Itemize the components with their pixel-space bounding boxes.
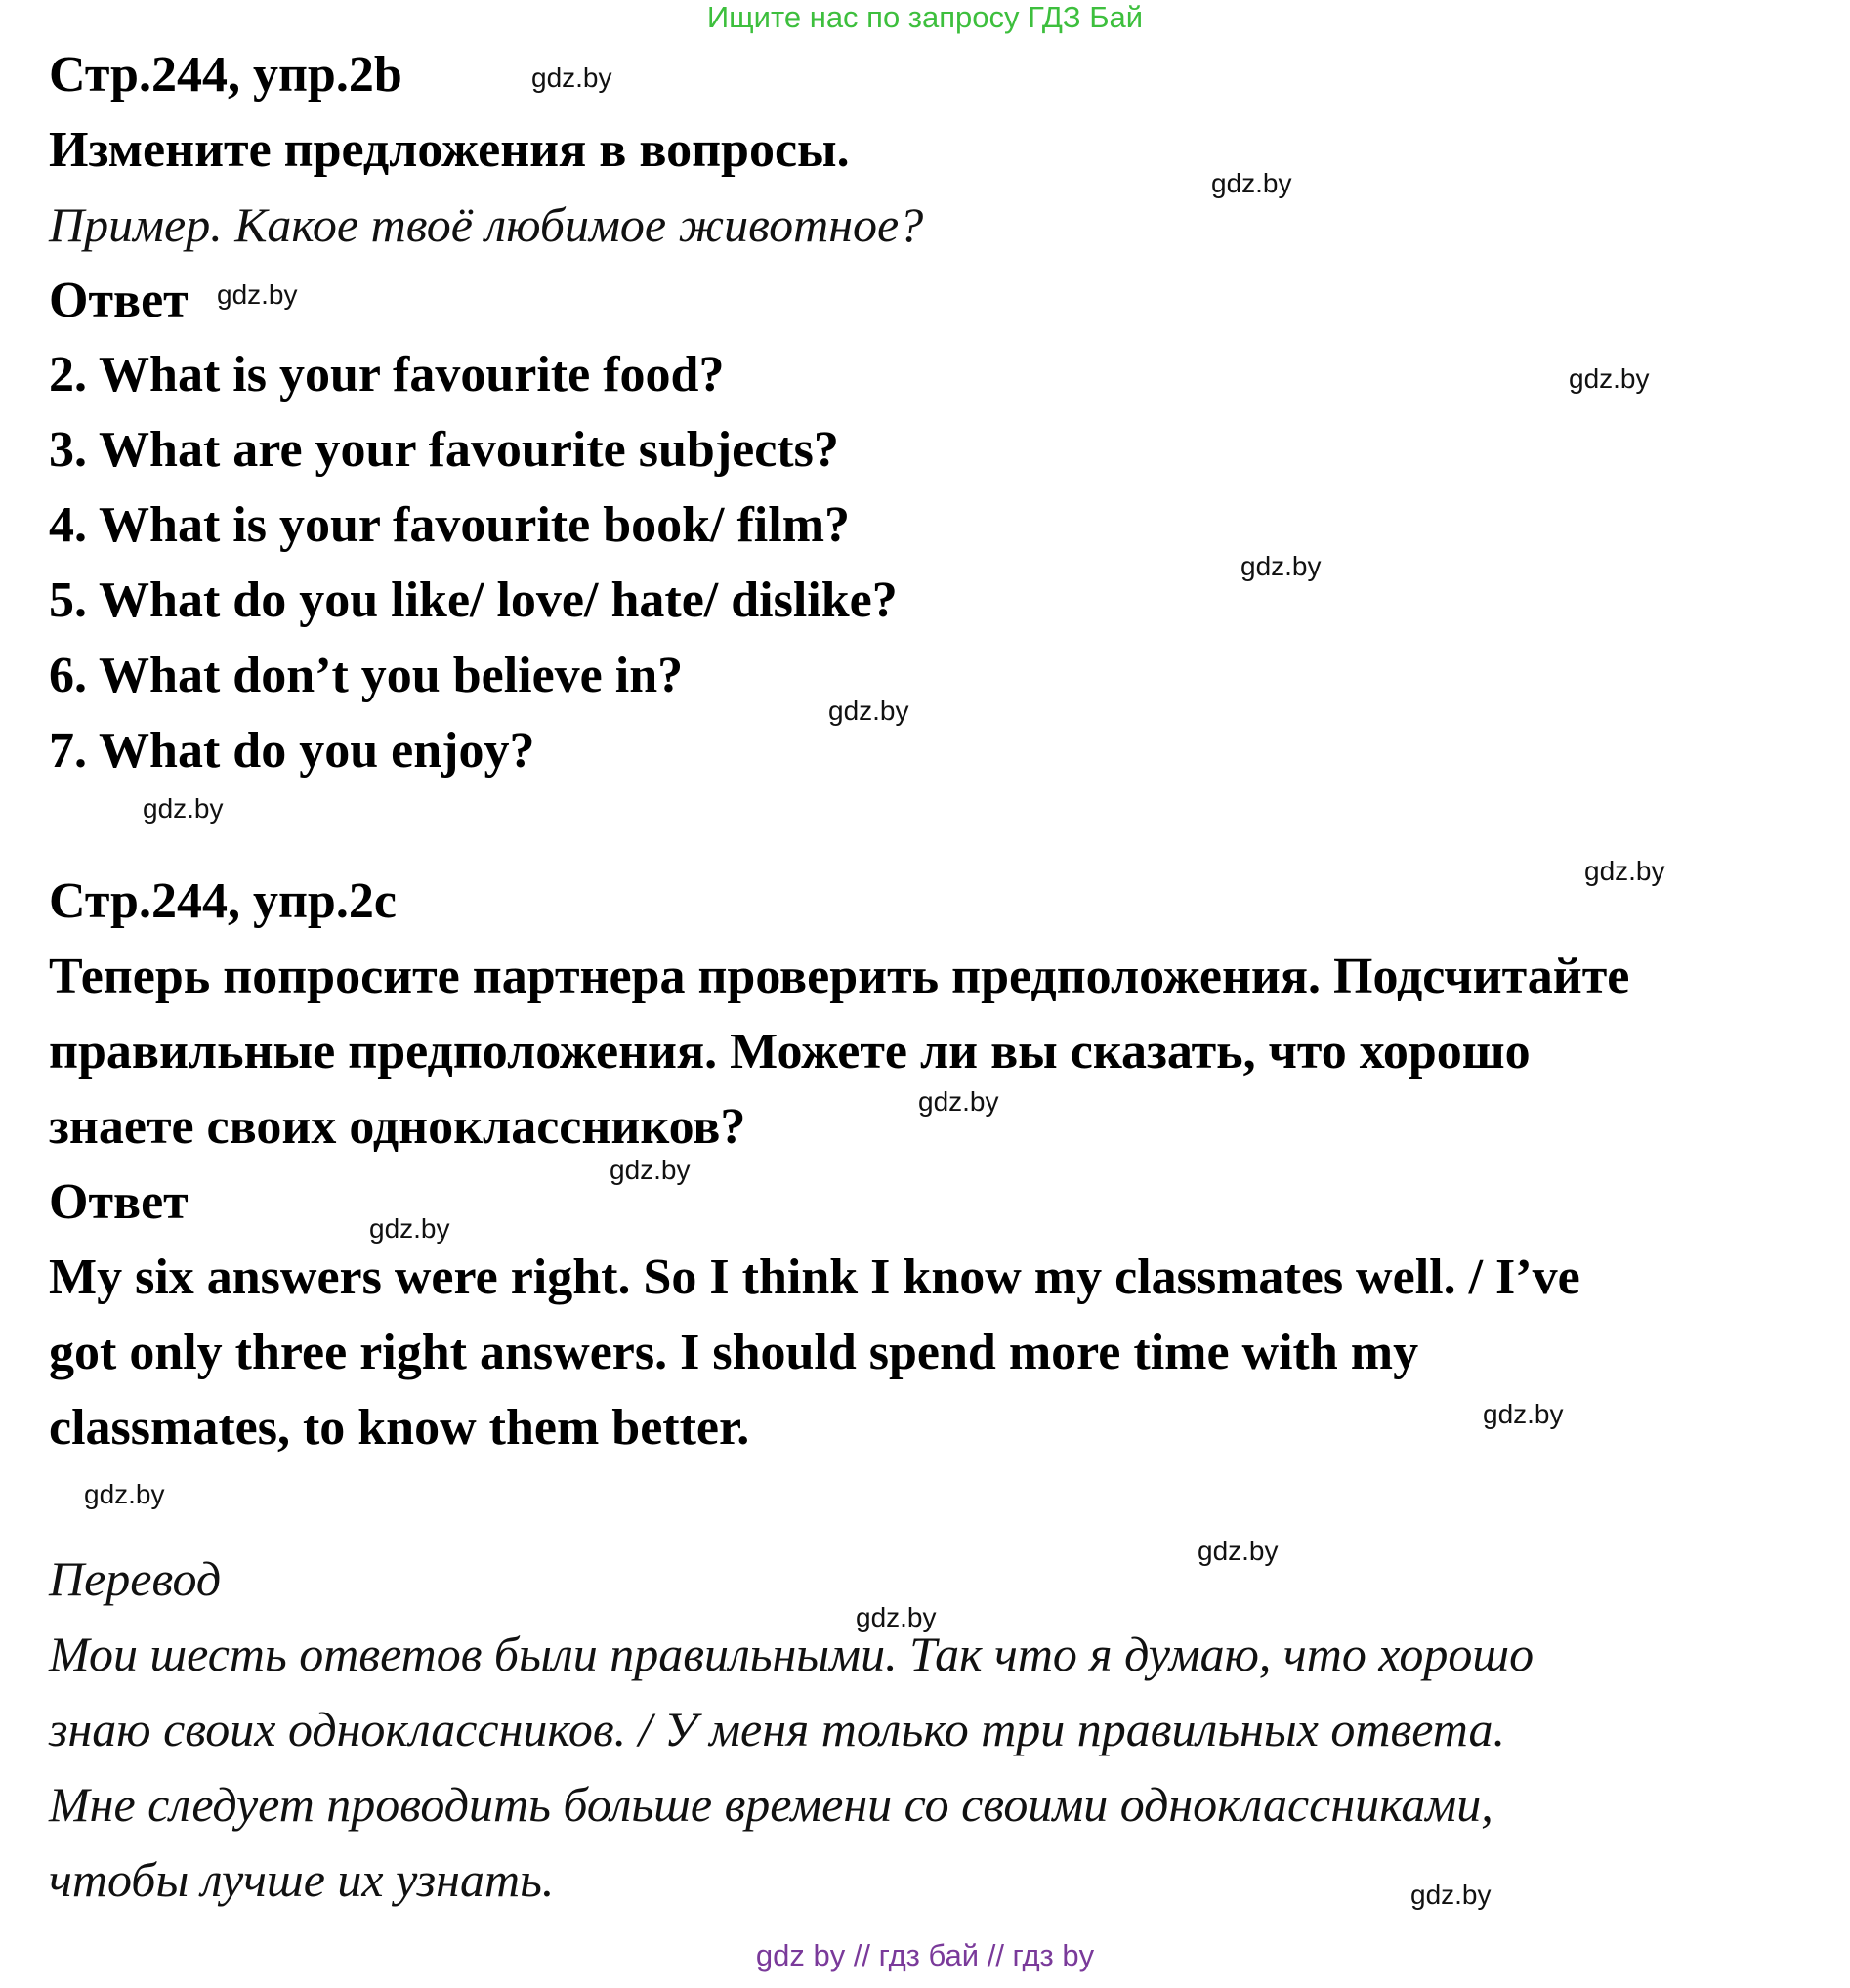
watermark: gdz.by [1410, 1880, 1492, 1910]
section2-heading: Стр.244, упр.2с [49, 873, 397, 929]
translation-label: Перевод [49, 1551, 222, 1606]
translation-line: чтобы лучше их узнать. [49, 1852, 555, 1907]
watermark: gdz.by [217, 279, 298, 310]
watermark: gdz.by [856, 1602, 937, 1632]
watermark: gdz.by [1240, 551, 1322, 581]
watermark: gdz.by [1211, 168, 1292, 198]
section2-answer-line: classmates, to know them better. [49, 1400, 750, 1456]
section1-heading: Стр.244, упр.2b [49, 47, 402, 103]
answer-line: 5. What do you like/ love/ hate/ dislike? [49, 572, 898, 628]
watermark: gdz.by [1483, 1399, 1564, 1429]
footer-links: gdz by // гдз бай // гдз by [755, 1938, 1095, 1972]
section2-answer-line: got only three right answers. I should spend more time with my [49, 1325, 1419, 1380]
answer-line: 2. What is your favourite food? [49, 347, 725, 402]
section1-answer-label: Ответ [49, 273, 189, 328]
section2-instruction-line: Теперь попросите партнера проверить предположения. Подсчитайте [49, 949, 1630, 1004]
answer-line: 4. What is your favourite book/ film? [49, 497, 851, 553]
section2-instruction-line: правильные предположения. Можете ли вы сказать, что хорошо [49, 1024, 1531, 1079]
translation-line: знаю своих одноклассников. / У меня только три правильных ответа. [49, 1702, 1505, 1756]
section1-instruction: Измените предложения в вопросы. [49, 122, 850, 178]
translation-line: Мои шесть ответов были правильными. Так что я думаю, что хорошо [49, 1627, 1535, 1681]
watermark: gdz.by [531, 63, 612, 93]
watermark: gdz.by [84, 1479, 165, 1509]
translation-line: Мне следует проводить больше времени со своими одноклассниками, [49, 1777, 1493, 1832]
section2-answer-line: My six answers were right. So I think I know my classmates well. / I’ve [49, 1249, 1580, 1305]
watermark: gdz.by [143, 793, 224, 824]
answer-line: 3. What are your favourite subjects? [49, 422, 839, 478]
watermark: gdz.by [1584, 856, 1665, 886]
section1-example: Пример. Какое твоё любимое животное? [49, 197, 924, 252]
watermark: gdz.by [610, 1155, 691, 1185]
answer-line: 7. What do you enjoy? [49, 723, 535, 779]
watermark: gdz.by [918, 1086, 999, 1117]
section2-instruction-line: знаете своих одноклассников? [49, 1099, 746, 1155]
watermark: gdz.by [369, 1213, 450, 1244]
watermark: gdz.by [1569, 363, 1650, 394]
section2-answer-label: Ответ [49, 1174, 189, 1230]
answer-line: 6. What don’t you believe in? [49, 648, 684, 703]
watermark: gdz.by [1198, 1536, 1279, 1566]
watermark: gdz.by [828, 696, 909, 726]
top-banner: Ищите нас по запросу ГДЗ Бай [706, 0, 1144, 34]
